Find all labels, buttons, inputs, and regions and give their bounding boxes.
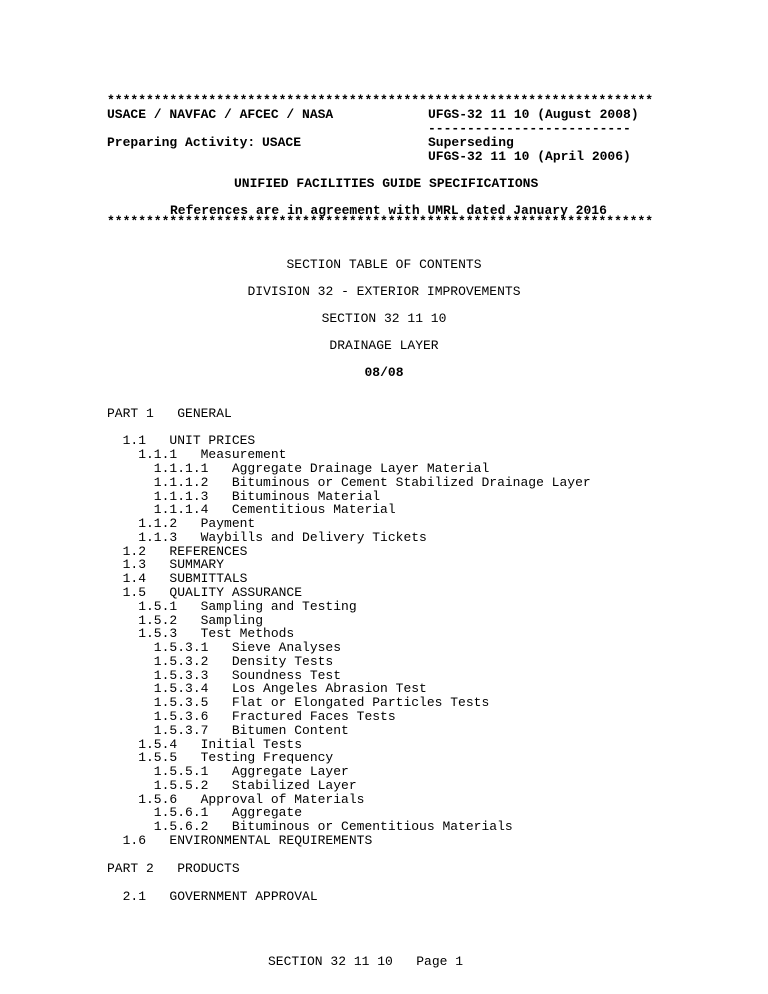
header-preparing-value: USACE [262,135,302,150]
division-title: DIVISION 32 - EXTERIOR IMPROVEMENTS [247,284,521,299]
header-references-note: References are in agreement with UMRL dated January 2016 [170,203,607,218]
toc-line: 1.1.1.1 Aggregate Drainage Layer Material [107,461,490,476]
toc-line: 1.5.4 Initial Tests [107,737,303,752]
toc-line: 1.5.3.3 Soundness Test [107,668,342,683]
toc-line: 1.1.1.3 Bituminous Material [107,489,381,504]
toc-line: PART 1 GENERAL [107,406,232,421]
header-spec-id: UFGS-32 11 10 (August 2008) [428,107,639,122]
toc-line: 1.1.1.4 Cementitious Material [107,502,396,517]
toc-line: 1.4 SUBMITTALS [107,571,248,586]
header-superseded-spec: UFGS-32 11 10 (April 2006) [428,149,631,164]
toc-line: 1.6 ENVIRONMENTAL REQUIREMENTS [107,833,373,848]
header-preparing-label: Preparing Activity: [107,135,256,150]
header-agencies: USACE / NAVFAC / AFCEC / NASA [107,107,334,122]
section-number: SECTION 32 11 10 [321,311,447,326]
header-guide-title: UNIFIED FACILITIES GUIDE SPECIFICATIONS [234,176,539,191]
toc-line: 1.5.1 Sampling and Testing [107,599,357,614]
toc-line: 1.5.3.7 Bitumen Content [107,723,349,738]
toc-line: 1.5.2 Sampling [107,613,264,628]
toc-line: 1.5.5.2 Stabilized Layer [107,778,357,793]
toc-line: PART 2 PRODUCTS [107,861,240,876]
toc-line: 1.5.5.1 Aggregate Layer [107,764,349,779]
toc-line: 2.1 GOVERNMENT APPROVAL [107,889,318,904]
toc-line: 1.1.1 Measurement [107,447,287,462]
toc-line: 1.5.3.5 Flat or Elongated Particles Tests [107,695,490,710]
toc-line: 1.1 UNIT PRICES [107,433,256,448]
toc-line: 1.5.3.6 Fractured Faces Tests [107,709,396,724]
section-name: DRAINAGE LAYER [329,338,439,353]
header-dashes: -------------------------- [428,121,631,136]
toc-line: 1.1.1.2 Bituminous or Cement Stabilized Drainage Layer [107,475,591,490]
toc-line: 1.5.3 Test Methods [107,626,295,641]
page-footer: SECTION 32 11 10 Page 1 [268,954,464,969]
toc-line: 1.5.3.4 Los Angeles Abrasion Test [107,681,427,696]
toc-line: 1.5 QUALITY ASSURANCE [107,585,303,600]
toc-line: 1.5.3.1 Sieve Analyses [107,640,342,655]
header-stars-bottom: ********************************************************************** [107,214,654,229]
toc-line: 1.5.5 Testing Frequency [107,750,334,765]
toc-line: 1.5.6 Approval of Materials [107,792,365,807]
toc-line: 1.2 REFERENCES [107,544,248,559]
toc-line: 1.5.6.2 Bituminous or Cementitious Materials [107,819,513,834]
toc-heading: SECTION TABLE OF CONTENTS [286,257,482,272]
toc-line: 1.5.6.1 Aggregate [107,805,303,820]
toc-line: 1.1.3 Waybills and Delivery Tickets [107,530,427,545]
header-stars-top: ********************************************************************** [107,93,654,108]
header-superseding-label: Superseding [428,135,514,150]
toc-line: 1.5.3.2 Density Tests [107,654,334,669]
toc-line: 1.3 SUMMARY [107,557,225,572]
toc-line: 1.1.2 Payment [107,516,256,531]
section-date: 08/08 [364,365,404,380]
